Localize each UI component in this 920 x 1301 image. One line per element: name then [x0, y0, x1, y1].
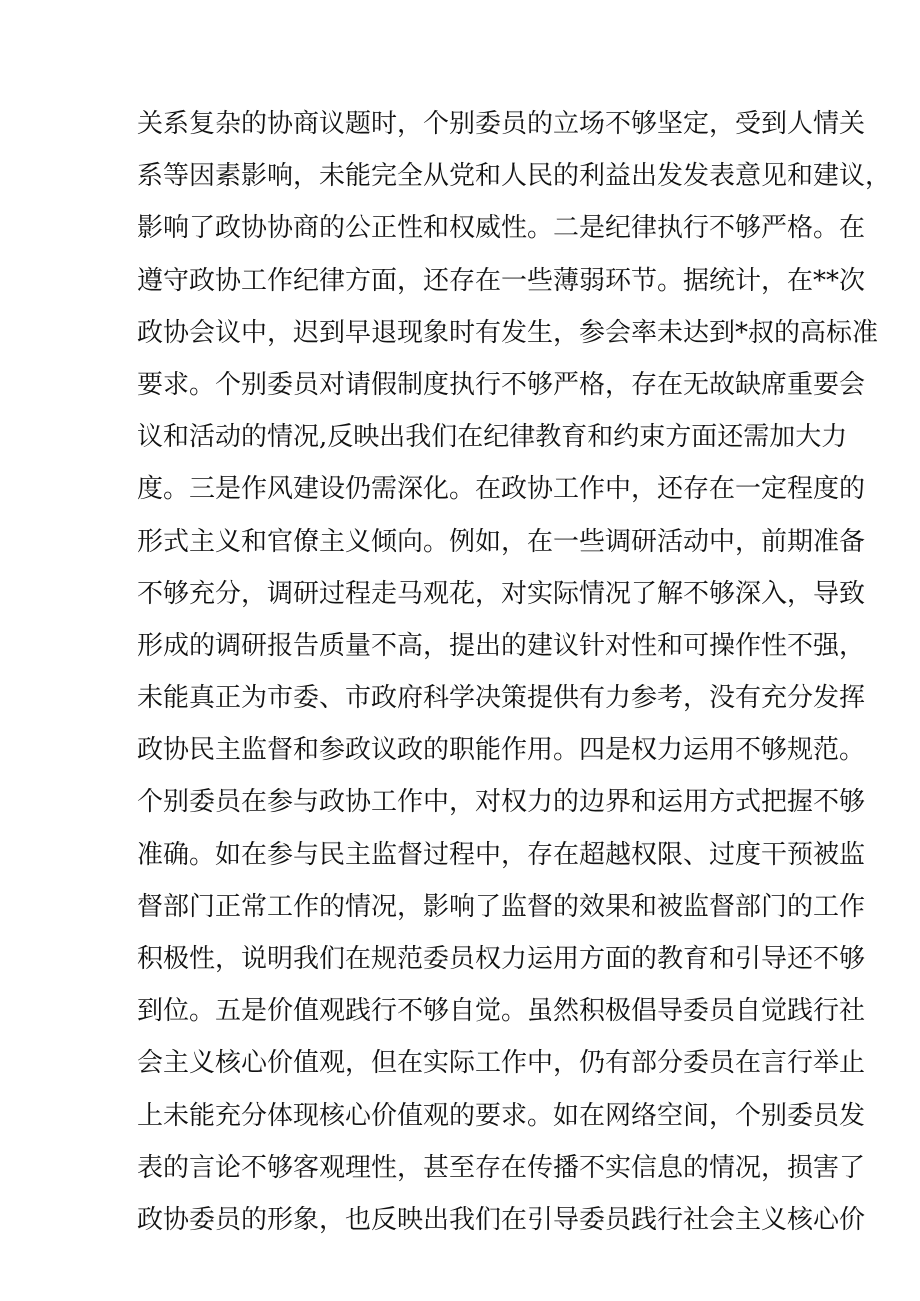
text-line: 政协委员的形象，也反映出我们在引导委员践行社会主义核心价: [137, 1204, 866, 1235]
text-line: 积极性，说明我们在规范委员权力运用方面的教育和引导还不够: [137, 944, 866, 974]
text-line: 表的言论不够客观理性，甚至存在传播不实信息的情况，损害了: [137, 1152, 866, 1183]
text-line: 形式主义和官僚主义倾向。例如，在一些调研活动中，前期准备: [137, 526, 866, 557]
text-line: 影响了政协协商的公正性和权威性。二是纪律执行不够严格。在: [137, 213, 866, 244]
text-line: 上未能充分体现核心价值观的要求。如在网络空间，个别委员发: [137, 1100, 866, 1131]
text-line: 关系复杂的协商议题时，个别委员的立场不够坚定，受到人情关: [137, 109, 866, 139]
text-line: 要求。个别委员对请假制度执行不够严格，存在无故缺席重要会: [137, 369, 866, 400]
text-line: 政协民主监督和参政议政的职能作用。四是权力运用不够规范。: [137, 735, 866, 766]
text-line: 形成的调研报告质量不高，提出的建议针对性和可操作性不强，: [137, 630, 866, 661]
text-line: 政协会议中，迟到早退现象时有发生，参会率未达到*叔的高标准: [137, 317, 879, 348]
text-line: 未能真正为市委、市政府科学决策提供有力参考，没有充分发挥: [137, 683, 866, 714]
text-line: 准确。如在参与民主监督过程中，存在超越权限、过度干预被监: [137, 839, 866, 870]
text-line: 议和活动的情况,反映出我们在纪律教育和约束方面还需加大力: [137, 422, 848, 453]
text-line: 不够充分，调研过程走马观花，对实际情况了解不够深入，导致: [137, 578, 866, 609]
text-line: 遵守政协工作纪律方面，还存在一些薄弱环节。据统计，在**次: [137, 265, 866, 296]
text-line: 系等因素影响，未能完全从党和人民的利益出发发表意见和建议，: [137, 161, 892, 192]
body-text: [137, 98, 892, 1246]
text-line: 督部门正常工作的情况，影响了监督的效果和被监督部门的工作: [137, 891, 866, 922]
text-line: 到位。五是价值观践行不够自觉。虽然积极倡导委员自觉践行社: [137, 996, 866, 1027]
text-line: 会主义核心价值观，但在实际工作中，仍有部分委员在言行举止: [137, 1048, 866, 1079]
text-line: 度。三是作风建设仍需深化。在政协工作中，还存在一定程度的: [137, 474, 866, 505]
text-line: 个别委员在参与政协工作中，对权力的边界和运用方式把握不够: [137, 787, 866, 818]
